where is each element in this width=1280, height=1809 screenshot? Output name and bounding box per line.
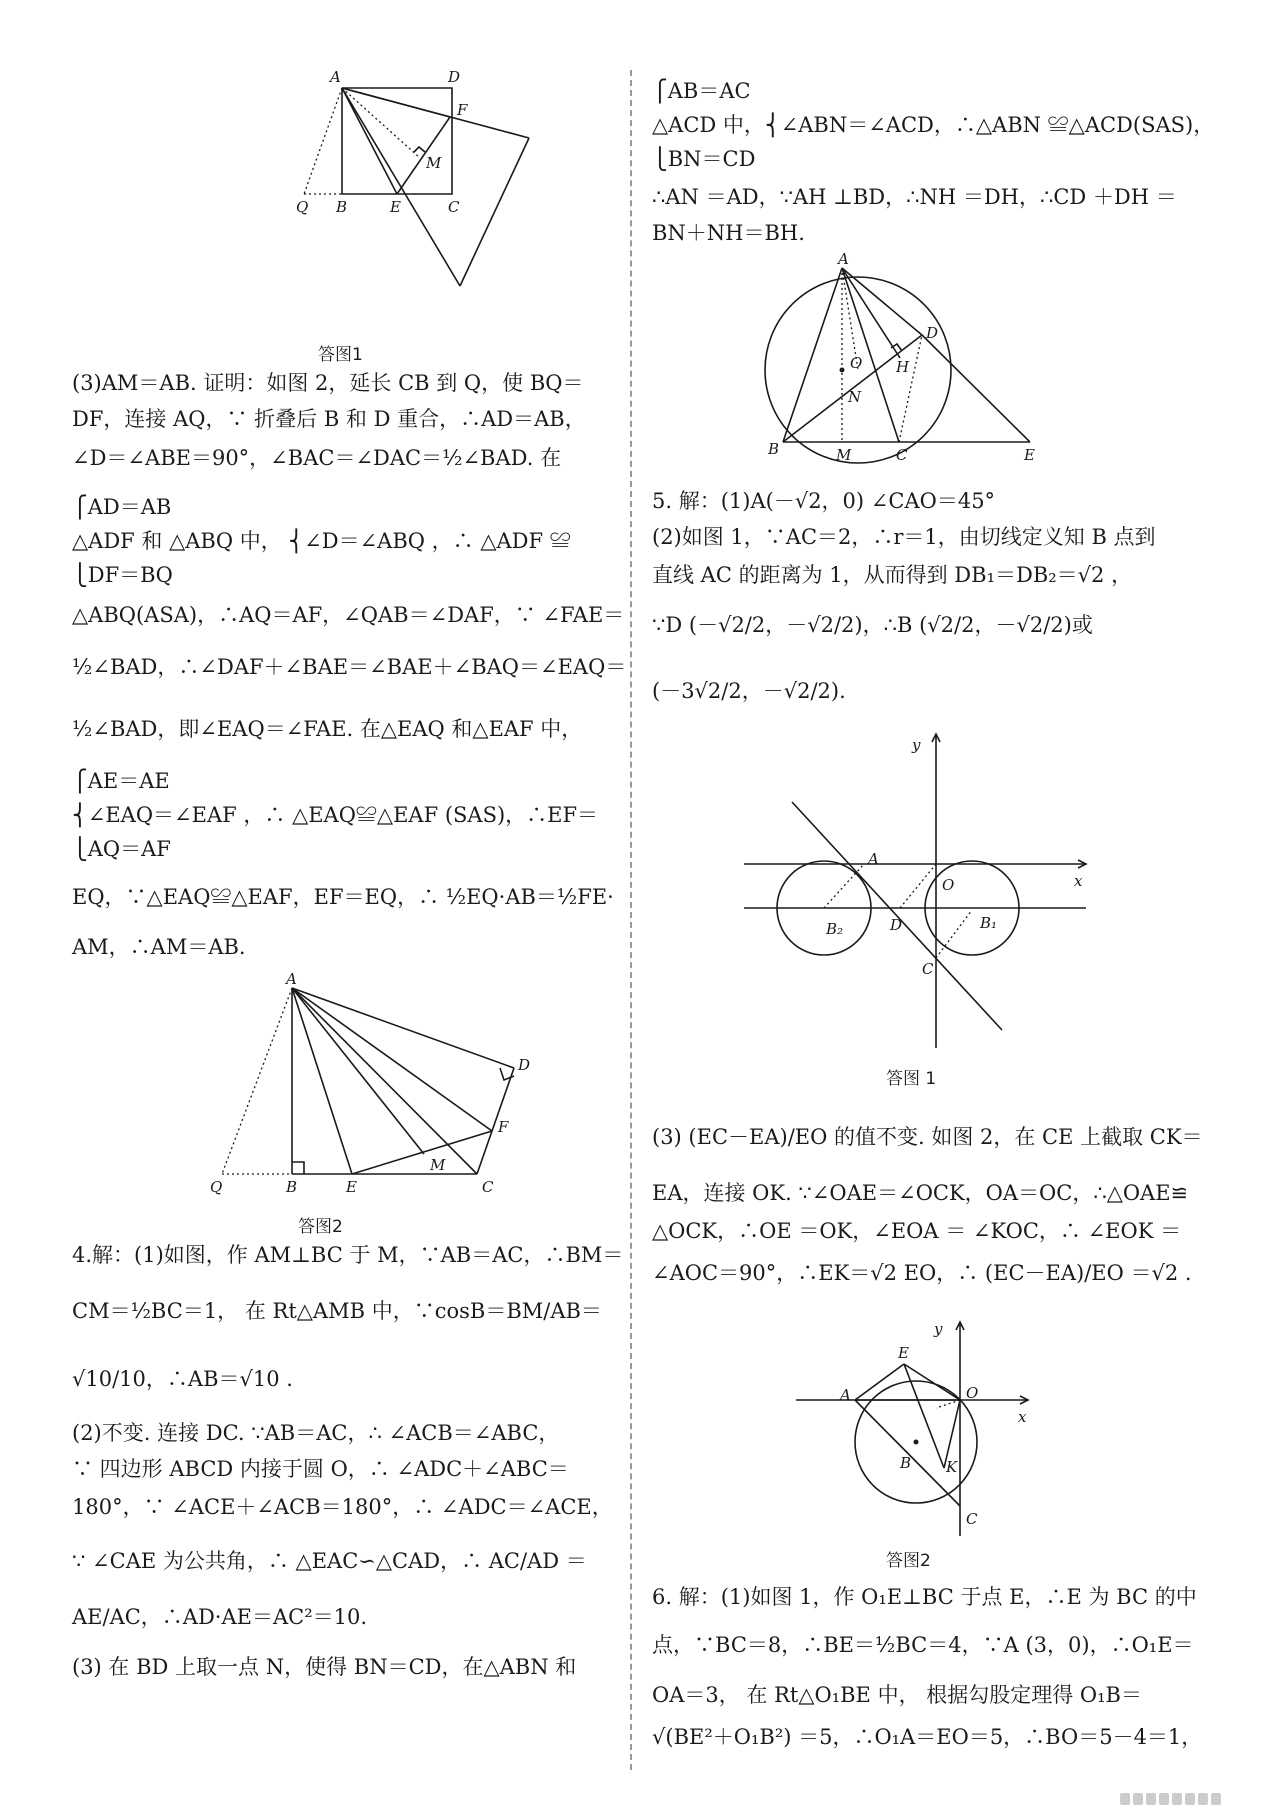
text-line: ∵ ∠CAE 为公共角，∴ △EAC∽△CAD，∴ AC/AD ＝	[72, 1549, 587, 1573]
text-line: OA＝3， 在 Rt△O₁BE 中， 根据勾股定理得 O₁B＝	[652, 1683, 1142, 1707]
fig2-label-C: C	[482, 1178, 494, 1196]
text-line: △ADF 和 △ABQ 中， ⎨∠D＝∠ABQ ，∴ △ADF ≌	[72, 529, 571, 553]
text-line: ⎧AD＝AB	[72, 495, 172, 519]
text-line: (2)不变. 连接 DC. ∵AB＝AC，∴ ∠ACB＝∠ABC，	[72, 1421, 560, 1445]
figure-coordinate-2	[792, 1318, 1052, 1538]
fig4-caption: 答图2	[886, 1551, 931, 1571]
text-line: 180°，∵ ∠ACE＋∠ACB＝180°，∴ ∠ADC＝∠ACE，	[72, 1495, 613, 1519]
fig1-label-D: D	[448, 68, 461, 86]
text-line: AM，∴AM＝AB.	[72, 935, 246, 959]
coord2-label-B: B	[900, 1454, 912, 1472]
text-line: EQ，∵△EAQ≌△EAF，EF＝EQ，∴ ½EQ·AB＝½FE·	[72, 885, 614, 909]
fig1-label-B: B	[336, 198, 348, 216]
fig2-label-F: F	[498, 1118, 509, 1136]
fig2-label-E: E	[346, 1178, 357, 1196]
coord2-label-x: x	[1018, 1408, 1027, 1426]
circle-label-M: M	[836, 446, 852, 464]
coord2-label-A: A	[840, 1386, 851, 1404]
text-line: √(BE²＋O₁B²) ＝5，∴O₁A＝EO＝5，∴BO＝5－4＝1，	[652, 1725, 1203, 1749]
text-line: (3)AM＝AB. 证明：如图 2，延长 CB 到 Q，使 BQ＝	[72, 371, 584, 395]
text-line: △ABQ(ASA)，∴AQ＝AF，∠QAB＝∠DAF，∵ ∠FAE＝	[72, 603, 625, 627]
figure-1-square-fold	[192, 68, 468, 330]
text-line: (2)如图 1，∵AC＝2，∴r＝1，由切线定义知 B 点到	[652, 525, 1156, 549]
text-line: ½∠BAD，∴∠DAF＋∠BAE＝∠BAE＋∠BAQ＝∠EAQ＝	[72, 655, 627, 679]
text-line: ½∠BAD，即∠EAQ＝∠FAE. 在△EAQ 和△EAF 中，	[72, 717, 583, 741]
fig2-label-M: M	[430, 1156, 446, 1174]
text-line: ⎩AQ＝AF	[72, 837, 171, 861]
coord1-label-D: D	[890, 916, 903, 934]
text-line: ∴AN ＝AD，∵AH ⊥BD，∴NH ＝DH，∴CD ＋DH ＝	[652, 185, 1177, 209]
coord1-label-C: C	[922, 960, 934, 978]
circle-label-N: N	[848, 388, 862, 406]
fig1-caption: 答图1	[318, 345, 363, 365]
fig1-label-Q: Q	[296, 198, 309, 216]
text-line: BN＋NH＝BH.	[652, 221, 805, 245]
coord2-label-E: E	[898, 1344, 909, 1362]
circle-label-B: B	[768, 440, 780, 458]
figure-circle-cyclic	[762, 250, 1092, 468]
text-line: AE/AC，∴AD·AE＝AC²＝10.	[72, 1605, 368, 1629]
text-line: ∠D＝∠ABE＝90°，∠BAC＝∠DAC＝½∠BAD. 在	[72, 446, 562, 470]
text-line: ⎧AB＝AC	[652, 79, 751, 103]
fig1-label-C: C	[448, 198, 460, 216]
column-divider	[630, 70, 632, 1770]
coord1-label-O: O	[942, 876, 955, 894]
circle-label-C: C	[896, 446, 908, 464]
text-line: 6. 解：(1)如图 1，作 O₁E⊥BC 于点 E，∴E 为 BC 的中	[652, 1585, 1197, 1609]
coord1-label-B1: B₁	[980, 914, 998, 932]
fig1-label-F: F	[457, 101, 468, 119]
circle-label-A: A	[838, 250, 849, 268]
text-line: DF，连接 AQ，∵ 折叠后 B 和 D 重合，∴AD＝AB，	[72, 407, 586, 431]
text-line: EA，连接 OK. ∵∠OAE＝∠OCK，OA＝OC，∴△OAE≌	[652, 1181, 1189, 1205]
figure-2-quadrilateral	[192, 970, 531, 1198]
coord1-label-y: y	[912, 736, 921, 754]
page-scroll-indicator[interactable]	[1120, 1790, 1260, 1802]
text-line: ⎧AE＝AE	[72, 769, 170, 793]
text-line: 直线 AC 的距离为 1，从而得到 DB₁＝DB₂＝√2 ，	[652, 563, 1133, 587]
text-line: △OCK，∴OE ＝OK，∠EOA ＝ ∠KOC，∴ ∠EOK ＝	[652, 1219, 1182, 1243]
text-line: (3) 在 BD 上取一点 N，使得 BN＝CD，在△ABN 和	[72, 1655, 577, 1679]
coord1-label-A: A	[868, 850, 879, 868]
fig2-label-Q: Q	[210, 1178, 223, 1196]
fig1-label-E: E	[390, 198, 401, 216]
text-line: ⎨∠EAQ＝∠EAF ，∴ △EAQ≌△EAF (SAS)，∴EF＝	[72, 803, 599, 827]
circle-label-E: E	[1024, 446, 1035, 464]
text-line: (－3√2/2，－√2/2).	[652, 679, 846, 703]
text-line: CM＝½BC＝1， 在 Rt△AMB 中，∵cosB＝BM/AB＝	[72, 1299, 602, 1323]
coord1-label-B2: B₂	[826, 920, 844, 938]
text-line: √10/10，∴AB＝√10 .	[72, 1367, 293, 1391]
fig3-caption: 答图 1	[886, 1069, 937, 1089]
circle-label-D: D	[926, 324, 939, 342]
text-line: △ACD 中，⎨∠ABN＝∠ACD，∴△ABN ≌△ACD(SAS)，	[652, 113, 1215, 137]
fig1-label-A: A	[330, 68, 341, 86]
coord2-label-y: y	[934, 1320, 943, 1338]
coord2-label-O: O	[966, 1384, 979, 1402]
fig1-label-M: M	[426, 154, 442, 172]
text-line: (3) (EC－EA)/EO 的值不变. 如图 2，在 CE 上截取 CK＝	[652, 1125, 1203, 1149]
circle-label-H: H	[896, 358, 910, 376]
text-line: ⎩DF＝BQ	[72, 563, 173, 587]
text-line: ∠AOC＝90°，∴EK＝√2 EO，∴ (EC－EA)/EO ＝√2 .	[652, 1261, 1192, 1285]
text-line: 4.解：(1)如图，作 AM⊥BC 于 M，∵AB＝AC，∴BM＝	[72, 1243, 624, 1267]
text-line: ∵ 四边形 ABCD 内接于圆 O，∴ ∠ADC＋∠ABC＝	[72, 1457, 569, 1481]
text-line: ∵D (－√2/2，－√2/2)，∴B (√2/2，－√2/2)或	[652, 613, 1093, 637]
fig2-label-A: A	[286, 970, 297, 988]
coord1-label-x: x	[1074, 872, 1083, 890]
circle-label-O: O	[850, 354, 863, 372]
fig2-caption: 答图2	[298, 1217, 343, 1237]
text-line: ⎩BN＝CD	[652, 147, 756, 171]
fig2-label-D: D	[518, 1056, 531, 1074]
coord2-label-C: C	[966, 1510, 978, 1528]
coord2-label-K: K	[946, 1458, 958, 1476]
figure-coordinate-1	[742, 730, 1082, 1050]
text-line: 点，∵BC＝8，∴BE＝½BC＝4，∵A (3，0)，∴O₁E＝	[652, 1633, 1194, 1657]
text-line: 5. 解：(1)A(－√2，0) ∠CAO＝45°	[652, 489, 996, 513]
fig2-label-B: B	[286, 1178, 298, 1196]
